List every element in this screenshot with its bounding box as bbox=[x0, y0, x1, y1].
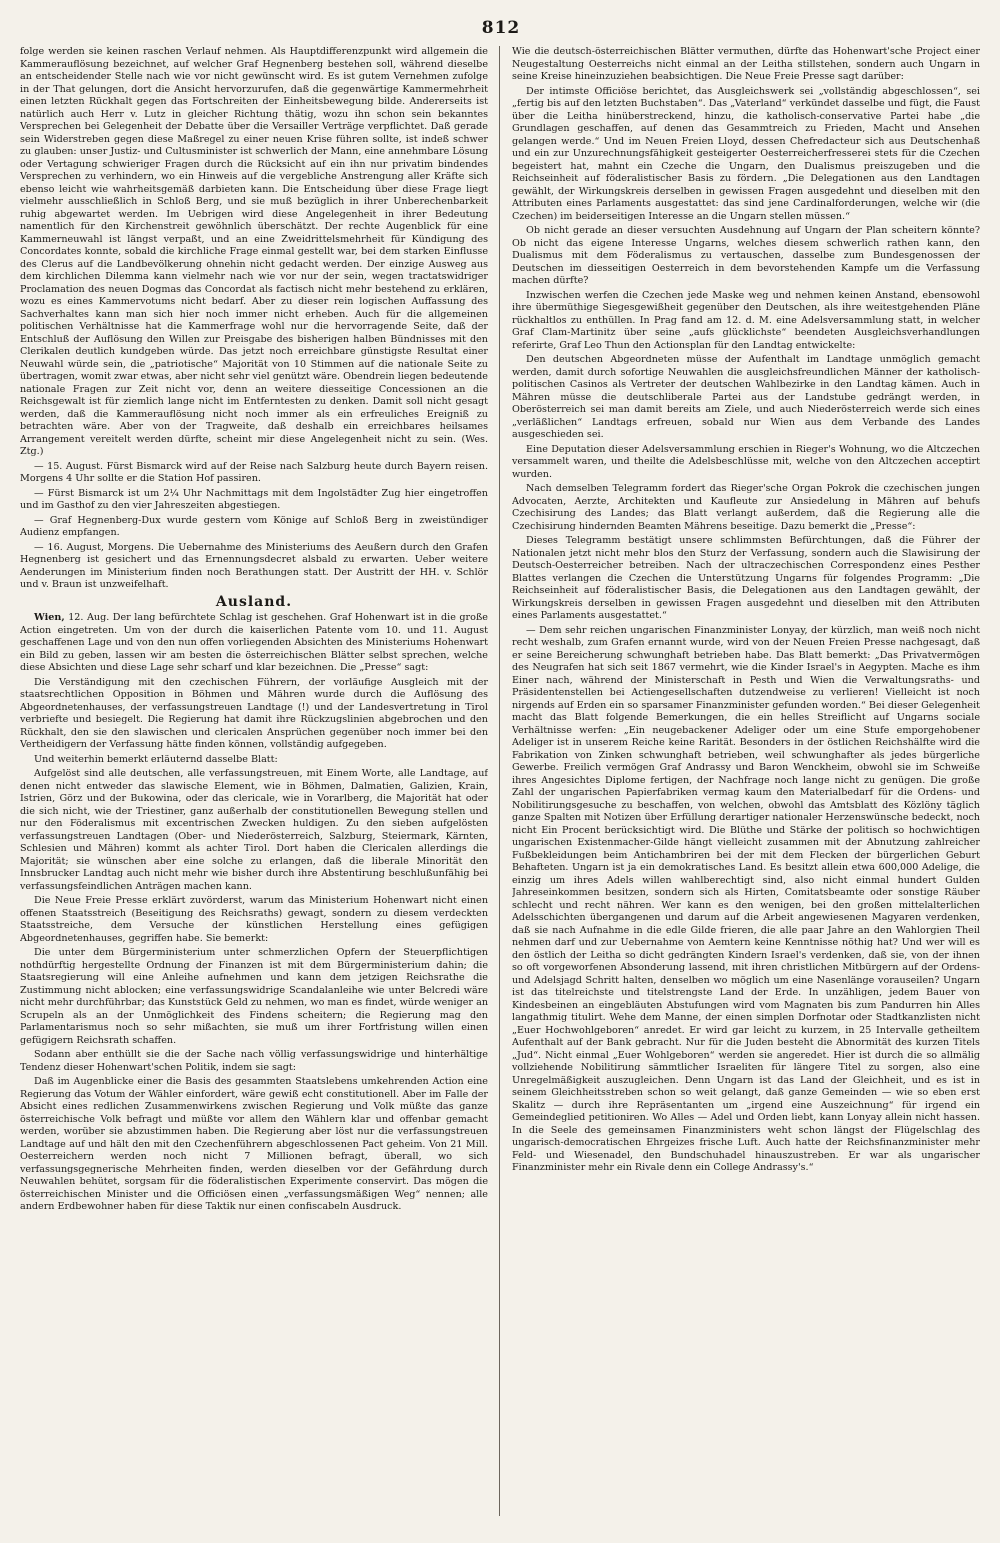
article-paragraph: Daß im Augenblicke einer die Basis des gesammten Staatslebens umkehrenden Action eine Regierung das Votum der Wähler einfordert, wäre gewiß echt constitutionell. Aber im Falle der Absicht eines redlichen Zusammenwirkens zwischen Regierung und Volk müßte das ganze österreichische Volk befragt und müßte vor allem den Wählern klar und offenbar gemacht werden, worüber sie abzustimmen haben. Die Regierung aber löst nur die verfassungstreuen Landtage auf und hält den mit den Czechenführern abgeschlossenen Pact geheim. Von 21 Mill. Oesterreichern werden noch nicht 7 Millionen befragt, überall, wo sich verfassungsgegnerische Mehrheiten finden, werden dieselben vor der Gefährdung durch Neuwahlen behütet, sorgsam für die föderalistischen Experimente conservirt. Das mögen die österreichischen Minister und die Officiösen einen „verfassungsmäßigen Weg“ nennen; alle andern Erdbewohner haben für diese Taktik nur einen confiscabeln Ausdruck. bbox=[20, 1076, 488, 1212]
section-heading: Ausland. bbox=[215, 593, 293, 610]
left-column bbox=[20, 46, 488, 1246]
article-paragraph: — Graf Hegnenberg-Dux wurde gestern vom Könige auf Schloß Berg in zweistündiger Audienz empfangen. bbox=[20, 514, 488, 538]
article-paragraph: Die Verständigung mit den czechischen Führern, der vorläufige Ausgleich mit der staatsrechtlichen Opposition in Böhmen und Mähren wurde durch die Auflösung des Abgeordnetenhauses, der verfassungstreuen Landtage (!) und der Landesvertretung in Tirol verbriefte und besiegelt. Die Regierung hat damit ihre Rückzugslinien abgebrochen und den Rückhalt, den sie den slawischen und clericalen Ansprüchen gegenüber noch immer bei den Vertheidigern der Verfassung hätte finden können, vollständig aufgegeben. bbox=[20, 676, 488, 750]
article-paragraph: — Fürst Bismarck ist um 2¼ Uhr Nachmittags mit dem Ingolstädter Zug hier eingetroffen und im Gasthof zu den vier Jahreszeiten abgestiegen. bbox=[20, 487, 488, 511]
dateline: Wien, bbox=[34, 612, 65, 623]
article-paragraph: Inzwischen werfen die Czechen jede Maske weg und nehmen keinen Anstand, ebensowohl ihre übermüthige Siegesgewißheit gegenüber den Deutschen, als ihre weitestgehenden Pläne rückhaltlos zu enthüllen. In Prag fand am 12. d. M. eine Adelsversammlung statt, in welcher Graf Clam-Martinitz über seine „aufs glücklichste“ beendeten Ausgleichsverhandlungen referirte, Graf Leo Thun den Actionsplan für den Landtag entwickelte: bbox=[512, 289, 980, 351]
right-column bbox=[512, 46, 980, 1516]
article-paragraph: Der intimste Officiöse berichtet, das Ausgleichswerk sei „vollständig abgeschlossen“, sei „fertig bis auf den letzten Buchstaben“. Das „Vaterland“ verkündet dasselbe und fügt, die Faust über die Leitha hinüberstreckend, hinzu, die katholisch-conservative Partei habe „die Grundlagen geschaffen, auf denen das Gesammtreich zu Frieden, Macht und Ansehen gelangen werde.“ Und im Neuen Freien Lloyd, dessen Chefredacteur sich aus Deutschenhaß und ein zur Unzurechnungsfähigkeit gesteigerter Oesterreicherfresserei stets für die Czechen begeistert hat, mahnt ein Czeche die Ungarn, den Dualismus preiszugeben und die Reichseinheit auf föderalistischer Basis zu fördern. „Die Delegationen aus den Landtagen gewählt, der Wirkungskreis derselben in gewissen Fragen ausgedehnt und dieselben mit den Attributen eines Parlaments ausgestattet: das sind jene Cardinalforderungen, welche wir (die Czechen) im beiderseitigen Interesse an die Ungarn stellen müssen.“ bbox=[512, 85, 980, 222]
newspaper-page bbox=[20, 18, 982, 1523]
article-paragraph: Nach demselben Telegramm fordert das Rieger'sche Organ Pokrok die czechischen jungen Advocaten, Aerzte, Architekten und Kaufleute zur Ansiedelung in Mähren auf behufs Czechisirung des Landes; das Blatt verlangt außerdem, daß die Regierung alle die Czechisirung hindernden Beamten Mährens beseitige. Dazu bemerkt die „Presse“: bbox=[512, 483, 980, 532]
article-paragraph: Eine Deputation dieser Adelsversammlung erschien in Rieger's Wohnung, wo die Altczechen versammelt waren, und theilte die Adelsbeschlüsse mit, welche von den Altczechen acceptirt wurden. bbox=[512, 443, 980, 480]
column-divider bbox=[499, 46, 500, 1516]
article-paragraph: Die Neue Freie Presse erklärt zuvörderst, warum das Ministerium Hohenwart nicht einen offenen Staatsstreich (Beseitigung des Reichsraths) gewagt, sondern zu diesem verdeckten Staatsstreiche, dem Versuche der künstlichen Herstellung eines gefügigen Abgeordnetenhauses, gegriffen habe. Sie bemerkt: bbox=[20, 895, 488, 944]
article-paragraph: Und weiterhin bemerkt erläuternd dasselbe Blatt: bbox=[34, 753, 278, 765]
article-paragraph: Den deutschen Abgeordneten müsse der Aufenthalt im Landtage unmöglich gemacht werden, damit durch sofortige Neuwahlen die ausgleichsfreundlichen Männer der katholisch-politischen Casinos als Vertreter der deutschen Wahlbezirke in den Landtag kämen. Auch in Mähren müsse die deutschliberale Partei aus der Landstube gedrängt werden, in Oberösterreich sei man damit bereits am Ziele, und auch Niederösterreich werde sich eines „verläßlichen“ Landtags erfreuen, sobald nur Wien aus dem Verbande des Landes ausgeschieden sei. bbox=[512, 354, 980, 440]
article-paragraph: Aufgelöst sind alle deutschen, alle verfassungstreuen, mit Einem Worte, alle Landtage, auf denen nicht entweder das slawische Element, wie in Böhmen, Dalmatien, Galizien, Krain, Istrien, Görz und der Bukowina, oder das clericale, wie in Vorarlberg, die Majorität hat oder die sich nicht, wie der Triestiner, ganz außerhalb der constitutionellen Bewegung stellen und nur den Föderalismus mit excentrischen Zwecken huldigen. Zu den sieben aufgelösten verfassungstreuen Landtagen (Ober- und Niederösterreich, Salzburg, Steiermark, Kärnten, Schlesien und Mähren) kommt als achter Tirol. Dort haben die Clericalen allerdings die Majorität; sie wünschen aber eine solche zu erlangen, daß die liberale Minorität den Innsbrucker Landtag auch nicht mehr wie bisher durch ihre Abstentirung beschlußunfähig bei verfassungsfeindlichen Anträgen machen kann. bbox=[20, 768, 488, 892]
article-paragraph: — 16. August, Morgens. Die Uebernahme des Ministeriums des Aeußern durch den Grafen Hegnenberg ist gesichert und das Ernennungsdecret alsbald zu erwarten. Ueber weitere Aenderungen im Ministerium finden noch Berathungen statt. Der Austritt der HH. v. Schlör und v. Braun ist unzweifelhaft. bbox=[20, 541, 488, 590]
article-paragraph: Dieses Telegramm bestätigt unsere schlimmsten Befürchtungen, daß die Führer der Nationalen jetzt nicht mehr blos den Sturz der Verfassung, sondern auch die Slawisirung der Deutsch-Oesterreicher betreiben. Nach der ultraczechischen Correspondenz eines Pesther Blattes verlangen die Czechen die Unterstützung Ungarns für folgendes Programm: „Die Reichseinheit auf föderalistischer Basis, die Delegationen aus den Landtagen gewählt, der Wirkungskreis derselben in gewissen Fragen ausgedehnt und dieselben mit den Attributen eines Parlaments ausgestattet.“ bbox=[512, 535, 980, 621]
article-paragraph: Sodann aber enthüllt sie die der Sache nach völlig verfassungswidrige und hinterhältige Tendenz dieser Hohenwart'schen Politik, indem sie sagt: bbox=[20, 1049, 488, 1073]
article-paragraph: — Dem sehr reichen ungarischen Finanzminister Lonyay, der kürzlich, man weiß noch nicht recht weshalb, zum Grafen ernannt wurde, wird von der Neuen Freien Presse nachgesagt, daß er seine Bereicherung schwunghaft betrieben habe. Das Blatt bemerkt: „Das Privatvermögen des Neugrafen hat sich seit 1867 vermehrt, wie die Kinder Israel's in Aegypten. Mache es ihm Einer nach, während der Ministerschaft in Pesth und Wien die Verwaltungsraths- und Präsidentenstellen bei Actiengesellschaften dutzendweise zu verlieren! Vielleicht ist noch nirgends auf Erden ein so sparsamer Finanzminister gefunden worden.“ Bei dieser Gelegenheit macht das Blatt folgende Bemerkungen, die ein helles Streiflicht auf Ungarns sociale Verhältnisse werfen: „Ein neugebackener Adeliger oder um eine Stufe emporgehobener Adeliger ist in unserem Reiche keine Rarität. Besonders in der östlichen Reichshälfte wird die Fabrikation von Zinken schwunghaft betrieben, weil schwunghafter als jedes bürgerliche Gewerbe. Freilich vermögen Graf Andrassy und Baron Wenckheim, obwohl sie im Schweiße ihres Angesichtes Diplome fertigen, der Nachfrage noch lange nicht zu genügen. Die große Zahl der ungarischen Papierfabriken vermag kaum den Materialbedarf für die Ordens- und Nobilitirungsgesuche zu beschaffen, von welchen, obwohl das Amtsblatt des Közlöny täglich ganze Spalten mit Notizen über Erfüllung derartiger nationaler Herzenswünsche bedeckt, noch nicht Ein Procent berücksichtigt wird. Die Blüthe und Stärke der politisch so hochwichtigen ungarischen Existenmacher-Gilde hängt vielleicht zusammen mit der Abnutzung zahlreicher Fußbekleidungen beim Antichambriren bei der mit dem Flecken der bürgerlichen Geburt Behafteten. Ungarn ist ja ein demokratisches Land. Es besitzt allein etwa 600,000 Adelige, die einzig um ihres Adels willen wahlberechtigt sind, also nicht einmal hundert Gulden Jahreseinkommen besitzen, sondern sich als Hirten, Comitatsbeamte oder sonstige Räuber schlecht und recht nähren. Wer kann es den wenigen, bei den großen mittelalterlichen Adelsschichten übergangenen und darum auf die Arbeit angewiesenen Magyaren verdenken, daß sie nach Aufnahme in die edle Gilde frieren, die alle paar Jahre an den Wahlorgien Theil nehmen darf und zur Uebernahme von Aemtern keine Kenntnisse nöthig hat? Und wer will es den östlich der Leitha so dicht gedrängten Kindern Israel's verdenken, daß sie, von der ihnen so oft vorgeworfenen Absonderung lassend, mit ihren christlichen Mitbürgern auf der Ordens- und Adelsjagd Schritt halten, denselben wo möglich um eine Nasenlänge vorauseilen? Ungarn ist das titelreichste und titelstrengste Land der Erde. In unzähligen, jedem Bauer von Kindesbeinen an eingebläuten Abstufungen wird vom Magnaten bis zum Pandurren hin Alles langathmig titulirt. Wehe dem Manne, der einen simplen Dorfnotar oder Stadtkanzlisten nicht „Euer Hochwohlgeboren“ anredet. Er wird gar leicht zu kurzem, in 25 Intervalle getheiltem Aufenthalt auf der Bank gebracht. Nur für die Juden besteht die Abnormität des kurzen Titels „Jud“. Nicht einmal „Euer Wohlgeboren“ werden sie angeredet. Hier ist durch die so allmälig vollziehende Nobilitirung sämmtlicher Israeliten für längere Titel zu sorgen, also eine Unregelmäßigkeit auszugleichen. Denn Ungarn ist das Land der Gleichheit, und es ist in seinem Gleichheitsstreben schon so weit gelangt, daß ganze Gemeinden — wie so eben erst Skalitz — durch ihre Repräsentanten um „irgend eine Auszeichnung“ für irgend ein Gemeindeglied petitioniren. Wo Alles — Adel und Orden liebt, kann Lonyay allein nicht hassen. In die Seele des gemeinsamen Finanzministers weht schon längst der Flügelschlag des ungarisch-democratischen Ehrgeizes frische Luft. Auch hatte der Reichsfinanzminister mehr Feld- und Wiesenadel, den Bundschuhadel hinauszustreben. Er war als ungarischer Finanzminister mehr ein Rivale denn ein College Andrassy's.“ bbox=[512, 624, 980, 1173]
article-paragraph: folge werden sie keinen raschen Verlauf nehmen. Als Hauptdifferenzpunkt wird allgemein die Kammerauflösung bezeichnet, auf welcher Graf Hegnenberg bestehen soll, während dieselbe an entscheidender Stelle nach wie vor nicht gewünscht wird. Es ist gutem Vernehmen zufolge in der That gelungen, dort die Ansicht hervorzurufen, daß die gegenwärtige Kammermehrheit einen letzten Rückhalt gegen das Fortschreiten der Einheitsbewegung bilde. Andererseits ist natürlich auch Herr v. Lutz in gleicher Richtung thätig, wozu ihn schon sein bekanntes Versprechen bei Gelegenheit der Debatte über die Versailler Verträge verpflichtet. Daß gerade sein Widerstreben gegen diese Maßregel zu einer neuen Krise führen sollte, ist indeß schwer zu glauben: unser Justiz- und Cultusminister ist schwerlich der Mann, eine annehmbare Lösung oder Vertagung schwieriger Fragen durch die Rücksicht auf ein ihn nur privatim bindendes Versprechen zu verhindern, wo ein Hinweis auf die vergebliche Anstrengung aller Kräfte sich ebenso leicht wie wahrheitsgemäß darbieten kann. Die Entscheidung über diese Frage liegt vielmehr ausschließlich in Schloß Berg, und sie muß bezüglich in ihrer Unberechenbarkeit ruhig abgewartet werden. Im Uebrigen wird diese Angelegenheit in ihrer Bedeutung namentlich für den Kirchenstreit gewöhnlich überschätzt. Der rechte Augenblick für eine Kammerneuwahl ist längst verpaßt, und an eine Zweidrittelsmehrheit für Kündigung des Concordates konnte, sobald die kirchliche Frage einmal gestellt war, bei dem starken Einflusse des Clerus auf die Landbevölkerung ohnehin nicht gedacht werden. Der einzige Ausweg aus dem kirchlichen Dilemma kann vielmehr nach wie vor nur der sein, wegen tractatswidriger Proclamation des neuen Dogmas das Concordat als factisch nicht mehr bestehend zu erklären, wozu es eines Kammervotums nicht bedarf. Aber zu dieser rein logischen Auffassung des Sachverhaltes kann man sich hier noch immer nicht erheben. Auch für die allgemeinen politischen Verhältnisse hat die Kammerfrage wohl nur die hervorragende Seite, daß der Entschluß der Auflösung den Willen zur Preisgabe des bisherigen halben Bündnisses mit den Clerikalen deutlich kundgeben würde. Das jetzt noch erreichbare günstigste Resultat einer Neuwahl würde sein, die „patriotische“ Majorität von 10 Stimmen auf die nationale Seite zu übertragen, womit zwar etwas, aber nicht sehr viel genützt wäre. Obendrein liegen bedeutende nationale Fragen zur Zeit nicht vor, denn an weitere diesseitige Concessionen an die Reichsgewalt ist für ziemlich lange nicht im Entferntesten zu denken. Damit soll nicht gesagt werden, daß die Kammerauflösung nicht noch immer als ein erfreuliches Ereigniß zu betrachten wäre. Aber von der Tragweite, daß deshalb ein erreichbares heilsames Arrangement vereitelt werden dürfte, scheint mir diese Angelegenheit nicht zu sein. (Wes. Ztg.) bbox=[20, 46, 488, 457]
article-paragraph: Ob nicht gerade an dieser versuchten Ausdehnung auf Ungarn der Plan scheitern könnte? Ob nicht das eigene Interesse Ungarns, welches diesem schwerlich rathen kann, den Dualismus mit dem Föderalismus zu vertauschen, dasselbe zum Bundesgenossen der Deutschen im diesseitigen Oesterreich in dem bevorstehenden Kampfe um die Verfassung machen dürfte? bbox=[512, 225, 980, 286]
article-paragraph: Wie die deutsch-österreichischen Blätter vermuthen, dürfte das Hohenwart'sche Project einer Neugestaltung Oesterreichs nicht einmal an der Leitha stillstehen, sondern auch Ungarn in seine Kreise hineinzuziehen beabsichtigen. Die Neue Freie Presse sagt darüber: bbox=[512, 46, 980, 82]
page-number: 812 bbox=[481, 18, 521, 38]
article-paragraph: Die unter dem Bürgerministerium unter schmerzlichen Opfern der Steuerpflichtigen nothdürftig hergestellte Ordnung der Finanzen ist mit dem Bürgerministerium dahin; die Staatsregierung will eine Anleihe aufnehmen und kann dem jetzigen Reichsrathe die Zustimmung nicht ablocken; eine verfassungswidrige Scandalanleihe wie unter Belcredi wäre nicht mehr durchführbar; das Kunststück Geld zu nehmen, wo man es findet, würde weniger an Scrupeln als an der Unmöglichkeit des Findens scheitern; die Regierung mag den Parlamentarismus noch so sehr mißachten, sie muß um ihrer Fortfristung willen einen gefügigern Reichsrath schaffen. bbox=[20, 947, 488, 1046]
article-paragraph: 12. Aug. Der lang befürchtete Schlag ist geschehen. Graf Hohenwart ist in die große Action eingetreten. Um von der durch die kaiserlichen Patente vom 10. und 11. August geschaffenen Lage und von den nun offen vorliegenden Absichten des Ministeriums Hohenwart ein Bild zu geben, lassen wir am besten die österreichischen Blätter selbst sprechen, welche diese Absichten und diese Lage sehr scharf und klar bezeichnen. Die „Presse“ sagt: bbox=[20, 612, 488, 673]
article-paragraph: — 15. August. Fürst Bismarck wird auf der Reise nach Salzburg heute durch Bayern reisen. Morgens 4 Uhr sollte er die Station Hof passiren. bbox=[20, 460, 488, 484]
